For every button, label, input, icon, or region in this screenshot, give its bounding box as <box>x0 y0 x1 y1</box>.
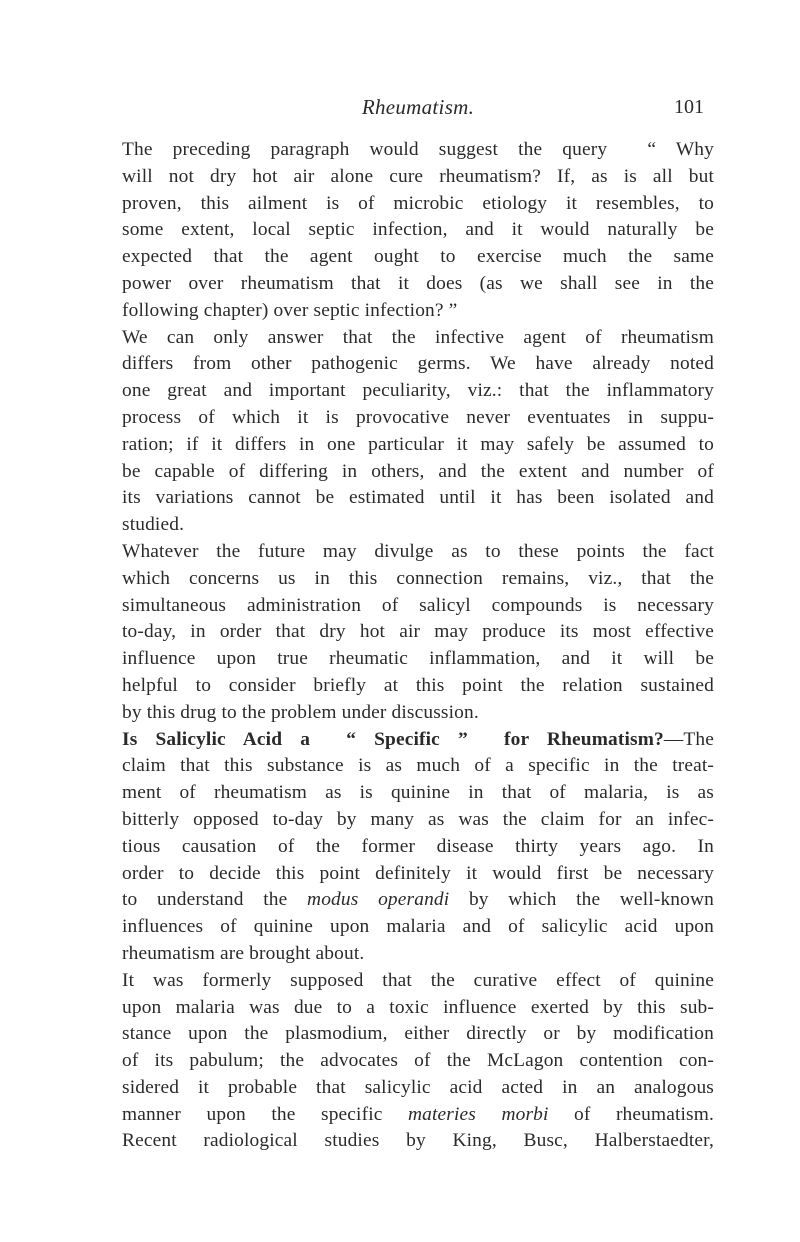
text-span: expected that the agent ought to exercise much the same <box>122 246 714 268</box>
text-line <box>122 432 714 459</box>
text-span: one great and important peculiarity, viz.: that the inflammatory <box>122 380 714 402</box>
text-line <box>122 593 714 620</box>
text-span: It was formerly supposed that the curative effect of quinine <box>122 969 714 991</box>
text-span: proven, this ailment is of microbic etiology it resembles, to <box>122 192 714 214</box>
text-span: rheumatism are brought about. <box>122 942 365 964</box>
italic-term: materies morbi <box>407 1103 549 1125</box>
text-line <box>122 753 714 780</box>
text-line <box>122 780 714 807</box>
text-line <box>122 807 714 834</box>
text-line <box>122 941 714 968</box>
text-line <box>122 887 714 914</box>
text-line <box>122 619 714 646</box>
text-span: of its pabulum; the advocates of the McLagon contention con- <box>122 1050 714 1072</box>
text-line <box>122 1102 714 1129</box>
text-span: The preceding paragraph would suggest the query “ Why <box>122 139 714 160</box>
text-line <box>122 1048 714 1075</box>
text-line <box>122 539 714 566</box>
text-span: will not dry hot air alone cure rheumatism? If, as is all but <box>122 165 714 187</box>
text-span: —The <box>663 728 714 750</box>
text-line <box>122 405 714 432</box>
text-line <box>122 727 714 754</box>
text-span: influences of quinine upon malaria and of salicylic acid upon <box>122 916 714 938</box>
text-span: differs from other pathogenic germs. We have already noted <box>122 353 714 375</box>
text-line <box>122 700 714 727</box>
text-line <box>122 164 714 191</box>
text-span: manner upon the specific <box>122 1103 408 1125</box>
text-span: by this drug to the problem under discussion. <box>122 701 479 723</box>
text-line <box>122 191 714 218</box>
text-line <box>122 646 714 673</box>
text-span: influence upon true rheumatic inflammation, and it will be <box>122 648 714 670</box>
text-span: tious causation of the former disease thirty years ago. In <box>122 835 714 857</box>
page-number: 101 <box>674 96 704 118</box>
text-line <box>122 485 714 512</box>
text-line <box>122 459 714 486</box>
text-span: which concerns us in this connection remains, viz., that the <box>122 567 714 589</box>
section-heading: Is Salicylic Acid a “ Specific ” for Rheumatism? <box>122 728 664 750</box>
body-text <box>122 137 714 1155</box>
text-span: by which the well-known <box>449 889 714 911</box>
text-line <box>122 351 714 378</box>
text-line <box>122 512 714 539</box>
text-line <box>122 1021 714 1048</box>
text-span: of rheumatism. <box>548 1103 714 1125</box>
text-span: studied. <box>122 514 185 536</box>
text-span: helpful to consider briefly at this point the relation sustained <box>122 674 714 696</box>
text-line <box>122 325 714 352</box>
text-span: simultaneous administration of salicyl compounds is necessary <box>122 594 714 616</box>
text-line <box>122 1128 714 1155</box>
text-span: We can only answer that the infective agent of rheumatism <box>122 326 714 348</box>
text-line <box>122 271 714 298</box>
text-line <box>122 673 714 700</box>
text-line <box>122 914 714 941</box>
text-span: bitterly opposed to-day by many as was the claim for an infec- <box>122 808 714 830</box>
text-span: to-day, in order that dry hot air may produce its most effective <box>122 621 714 643</box>
text-line <box>122 968 714 995</box>
running-head <box>122 92 714 122</box>
italic-term: modus operandi <box>307 889 450 911</box>
text-line <box>122 378 714 405</box>
text-span: ment of rheumatism as is quinine in that of malaria, is as <box>122 782 714 804</box>
text-span: process of which it is provocative never eventuates in suppu- <box>122 406 714 428</box>
text-span: power over rheumatism that it does (as we shall see in the <box>122 272 714 294</box>
text-line <box>122 566 714 593</box>
text-line <box>122 298 714 325</box>
text-line <box>122 861 714 888</box>
text-line <box>122 995 714 1022</box>
text-line <box>122 834 714 861</box>
text-span: to understand the <box>122 889 308 911</box>
text-span: stance upon the plasmodium, either directly or by modification <box>122 1023 714 1045</box>
text-span: Whatever the future may divulge as to these points the fact <box>122 540 714 562</box>
running-title: Rheumatism. <box>361 95 475 119</box>
text-line <box>122 217 714 244</box>
text-span: be capable of differing in others, and the extent and number of <box>122 460 714 482</box>
text-span: following chapter) over septic infection? ” <box>122 299 458 321</box>
text-span: Recent radiological studies by King, Busc, Halberstaedter, <box>122 1130 714 1152</box>
text-span: ration; if it differs in one particular it may safely be assumed to <box>122 433 714 455</box>
text-span: its variations cannot be estimated until it has been isolated and <box>122 487 714 509</box>
text-span: upon malaria was due to a toxic influence exerted by this sub- <box>122 996 714 1018</box>
text-span: order to decide this point definitely it would first be necessary <box>122 862 714 884</box>
text-line <box>122 137 714 164</box>
text-line <box>122 244 714 271</box>
text-line <box>122 1075 714 1102</box>
text-span: sidered it probable that salicylic acid acted in an analogous <box>122 1076 714 1098</box>
text-span: claim that this substance is as much of a specific in the treat- <box>122 755 714 777</box>
text-span: some extent, local septic infection, and it would naturally be <box>122 219 714 241</box>
